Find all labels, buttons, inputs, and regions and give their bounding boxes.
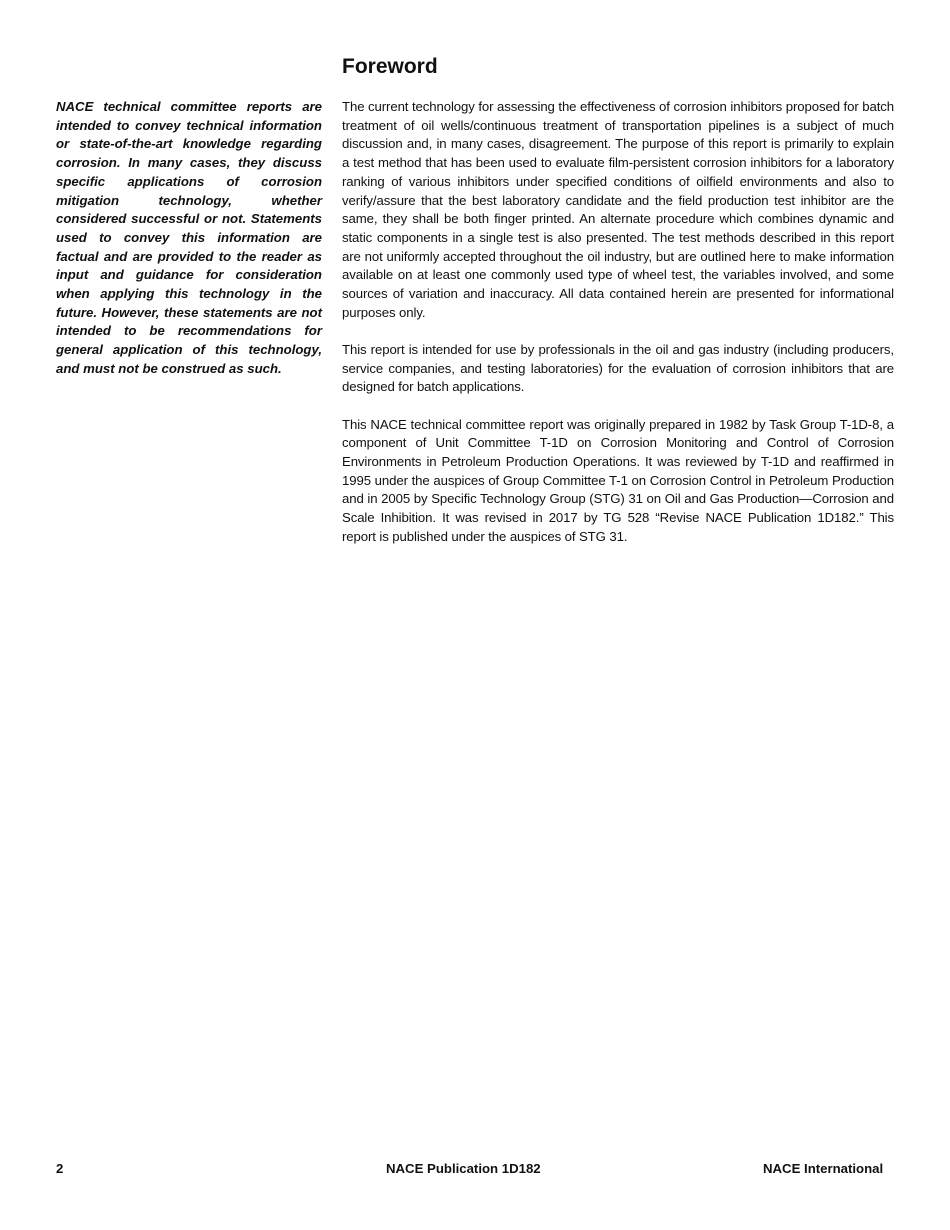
foreword-paragraph-1: The current technology for assessing the effectiveness of corrosion inhibitors proposed for batch treatment of oil wells/continuous treatment of transportation pipelines is a subject of much discussion and, in many cases, disagreement. The purpose of this report is primarily to explain a test method that has been used to evaluate film-persistent corrosion inhibitors for a laboratory ranking of various inhibitors under specified conditions of oilfield environments and also to verify/assure that the best laboratory candidate and the field production test inhibitor are the same, they shall be both finger printed. An alternate procedure which combines dynamic and static components in a single test is also presented. The test methods described in this report are not uniformly accepted throughout the oil industry, but are outlined here to make information available on at least one commonly used type of wheel test, the variables involved, and some sources of variation and inaccuracy. All data contained herein are presented for informational purposes only. <box>342 99 894 320</box>
foreword-body <box>342 98 894 565</box>
footer-organization: NACE International <box>763 1161 884 1176</box>
committee-disclaimer-note: NACE technical committee reports are intended to convey technical information or state-of-the-art knowledge regarding corrosion. In many cases, they discuss specific applications of corrosion mitigation technology, whether considered successful or not. Statements used to convey this information are factual and are provided to the reader as input and guidance for consideration when applying this technology in the future. However, these statements are not intended to be recommendations for general application of this technology, and must not be construed as such. <box>56 99 322 376</box>
page-title: Foreword <box>342 55 438 78</box>
foreword-paragraph-2: This report is intended for use by professionals in the oil and gas industry (including producers, service companies, and testing laboratories) for the evaluation of corrosion inhibitors that are designed for batch applications. <box>342 341 894 395</box>
foreword-paragraph-3: This NACE technical committee report was originally prepared in 1982 by Task Group T-1D-8, a component of Unit Committee T-1D on Corrosion Monitoring and Control of Corrosion Environments in Petroleum Production Operations. It was reviewed by T-1D and reaffirmed in 1995 under the auspices of Group Committee T-1 on Corrosion Control in Petroleum Production and in 2005 by Specific Technology Group (STG) 31 on Oil and Gas Production—Corrosion and Scale Inhibition. It was revised in 2017 by TG 528 “Revise NACE Publication 1D182.” This report is published under the auspices of STG 31. <box>342 416 894 544</box>
footer-page-number: 2 <box>56 1161 64 1176</box>
footer-publication-title: NACE Publication 1D182 <box>386 1161 541 1176</box>
